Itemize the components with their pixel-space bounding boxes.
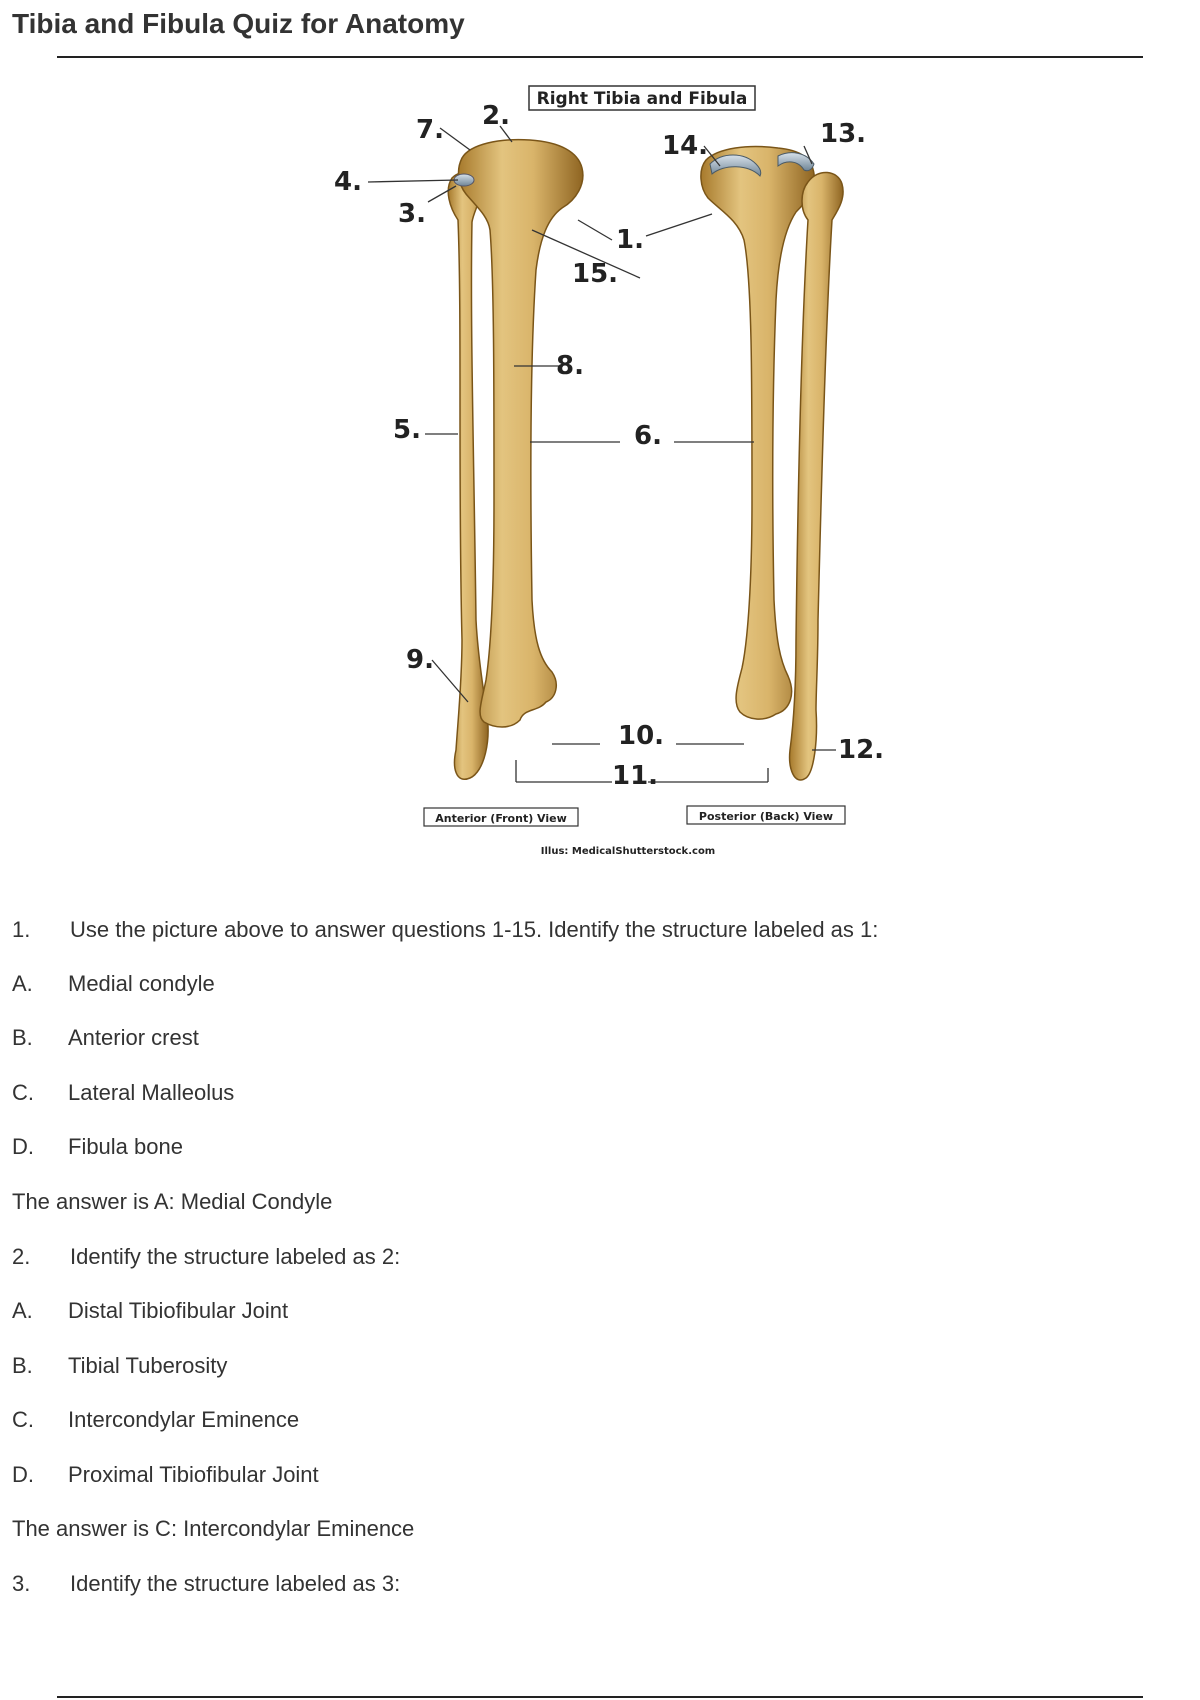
posterior-view (701, 147, 843, 780)
option-text: Lateral Malleolus (68, 1080, 235, 1105)
question-2 (12, 1244, 400, 1270)
figure-label-8: 8. (556, 351, 584, 381)
q2-option-b (12, 1353, 227, 1379)
image-credit: Illus: MedicalShutterstock.com (540, 846, 716, 857)
figure-label-14: 14. (662, 131, 709, 161)
question-3 (12, 1571, 400, 1597)
question-number: 2. (12, 1244, 31, 1269)
q2-option-c (12, 1407, 299, 1433)
option-letter: D. (12, 1134, 34, 1159)
question-text: Identify the structure labeled as 3: (70, 1571, 401, 1596)
question-text: Use the picture above to answer questions 1-15. Identify the structure labeled as 1: (70, 917, 879, 942)
q2-option-a (12, 1298, 288, 1324)
figure-label-2: 2. (482, 101, 510, 131)
figure-label-10: 10. (618, 721, 665, 751)
q1-option-a (12, 971, 215, 997)
option-letter: D. (12, 1462, 34, 1487)
figure-label-11: 11. (612, 761, 659, 791)
q1-option-b (12, 1025, 199, 1051)
footer-divider (57, 1696, 1143, 1698)
question-text: Identify the structure labeled as 2: (70, 1244, 401, 1269)
q1-option-d (12, 1134, 183, 1160)
tibia-fibula-illustration (0, 60, 1200, 880)
question-1 (12, 917, 878, 943)
q2-answer: The answer is C: Intercondylar Eminence (12, 1516, 415, 1541)
question-number: 3. (12, 1571, 31, 1596)
anterior-fibula (448, 173, 488, 780)
figure-label-5: 5. (393, 415, 421, 445)
q1-option-c (12, 1080, 234, 1106)
option-text: Proximal Tibiofibular Joint (68, 1462, 319, 1487)
figure-label-13: 13. (820, 119, 867, 149)
page-title: Tibia and Fibula Quiz for Anatomy (12, 8, 465, 39)
figure-label-15: 15. (572, 259, 619, 289)
figure-label-3: 3. (398, 199, 426, 229)
option-text: Fibula bone (68, 1134, 183, 1159)
anatomy-figure (0, 60, 1200, 880)
figure-label-12: 12. (838, 735, 885, 765)
figure-label-7: 7. (416, 115, 444, 145)
figure-label-9: 9. (406, 645, 434, 675)
option-letter: A. (12, 971, 33, 996)
anterior-view (448, 140, 583, 780)
option-letter: A. (12, 1298, 33, 1323)
header-divider (57, 56, 1143, 58)
option-letter: C. (12, 1407, 34, 1432)
option-text: Intercondylar Eminence (68, 1407, 300, 1432)
option-letter: B. (12, 1025, 33, 1050)
question-number: 1. (12, 917, 31, 942)
option-text: Distal Tibiofibular Joint (68, 1298, 289, 1323)
posterior-caption: Posterior (Back) View (698, 810, 834, 823)
q1-answer: The answer is A: Medial Condyle (12, 1189, 333, 1214)
figure-title: Right Tibia and Fibula (536, 89, 748, 109)
option-text: Tibial Tuberosity (68, 1353, 228, 1378)
posterior-fibula (790, 172, 843, 780)
figure-label-1: 1. (616, 225, 644, 255)
option-letter: B. (12, 1353, 33, 1378)
figure-label-4: 4. (334, 167, 362, 197)
option-text: Medial condyle (68, 971, 215, 996)
q2-option-d (12, 1462, 319, 1488)
anterior-caption: Anterior (Front) View (435, 812, 567, 825)
figure-label-6: 6. (634, 421, 662, 451)
option-letter: C. (12, 1080, 34, 1105)
option-text: Anterior crest (68, 1025, 199, 1050)
